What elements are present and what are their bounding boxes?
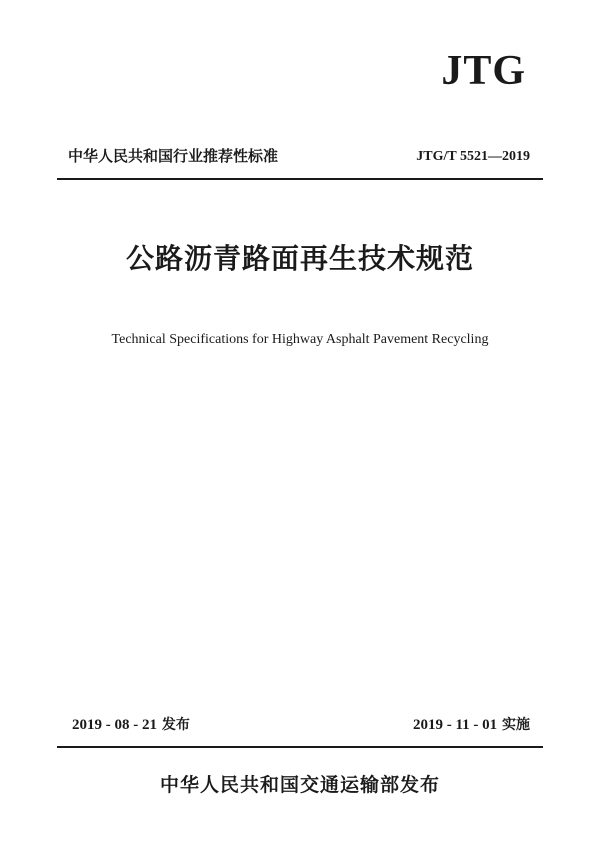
issue-date	[72, 718, 190, 733]
effective-label: 实施	[502, 717, 530, 733]
title-chinese: 公路沥青路面再生技术规范	[125, 242, 474, 275]
publisher: 中华人民共和国交通运输部发布	[159, 774, 440, 796]
effective-date-value: 2019 - 11 - 01	[412, 717, 498, 733]
issue-label: 发布	[161, 717, 190, 733]
effective-date	[413, 718, 530, 733]
jtg-logo: JTG	[441, 48, 526, 94]
standard-type: 中华人民共和国行业推荐性标准	[68, 147, 279, 165]
top-divider	[57, 178, 543, 180]
bottom-divider	[57, 746, 543, 748]
issue-date-value: 2019 - 08 - 21	[72, 717, 157, 733]
title-english: Technical Specifications for Highway Asphalt Pavement Recycling	[111, 332, 489, 347]
standard-code: JTG/T 5521—2019	[416, 149, 530, 164]
